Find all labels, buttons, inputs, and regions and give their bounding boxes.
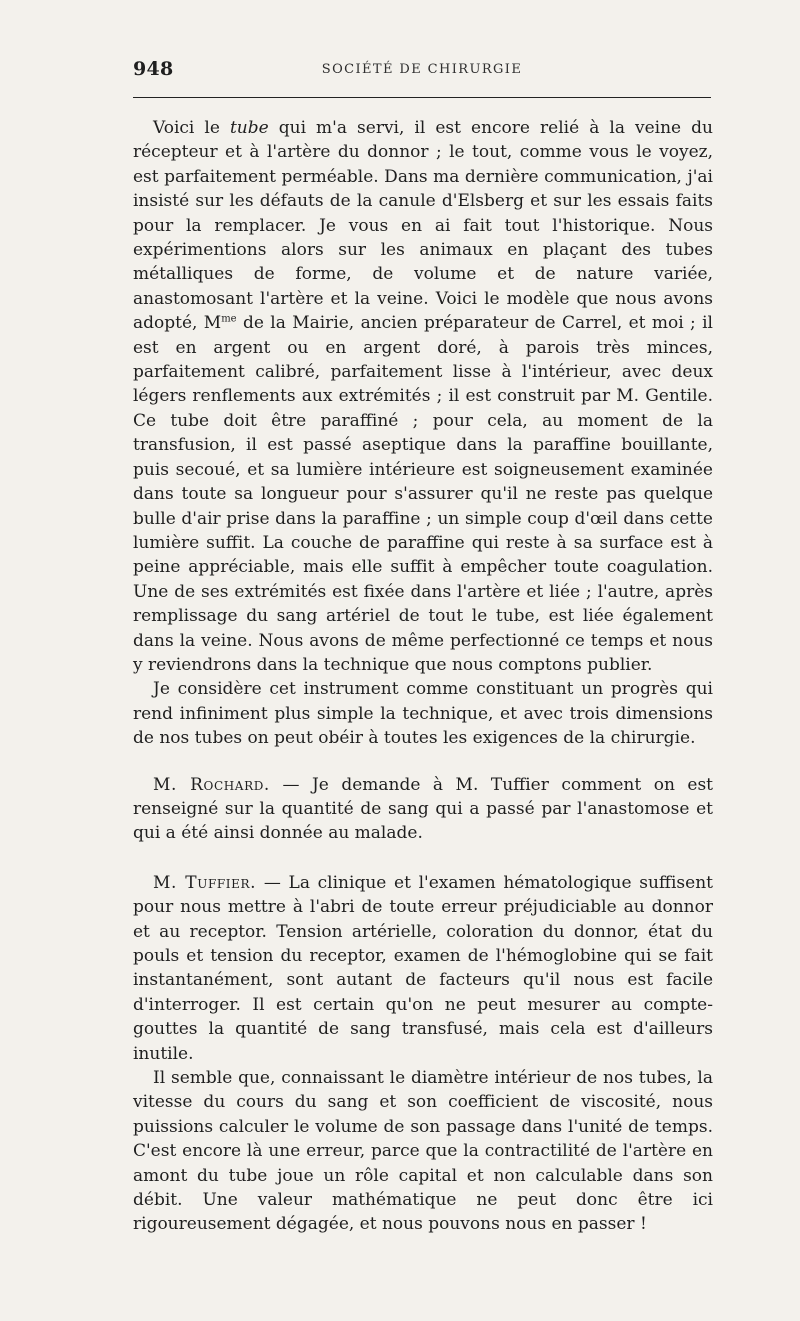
paragraph-text: Je considère cet instrument comme constituant un progrès qui rend infiniment plus simple la technique, et avec trois dimensions de nos tubes on peut obéir à toutes les exigences de la chirurgie.	[133, 679, 713, 749]
page-header	[133, 58, 711, 88]
speaker-name: M. Rochard.	[153, 774, 270, 795]
paragraph-text: de la Mairie, ancien préparateur de Carrel, et moi ; il est en argent ou en argent doré, à parois très minces, parfaitement calibré, parfaitement lisse à l'intérieur, avec deux légers renflements aux extrémités ; il est construit par M. Gentile. Ce tube doit être paraffiné ; pour cela, au moment de la transfusion, il est passé aseptique dans la paraffine bouillante, puis secoué, et sa lumière intérieure est soigneusement examinée dans toute sa longueur pour s'assurer qu'il ne reste pas quelque bulle d'air prise dans la paraffine ; un simple coup d'œil dans cette lumière suffit. La couche de paraffine qui reste à sa surface est à peine appréciable, mais elle suffit à empêcher toute coagulation. Une de ses extrémités est fixée dans l'artère et liée ; l'autre, après remplissage du sang artériel de tout le tube, est liée également dans la veine. Nous avons de même perfectionné ce temps et nous y reviendrons dans la technique que nous comptons publier.	[133, 313, 713, 675]
italic-term: tube	[229, 118, 269, 138]
paragraph-conclusion	[133, 677, 713, 750]
paragraph-text: Il semble que, connaissant le diamètre intérieur de nos tubes, la vitesse du cours du sang et son coefficient de viscosité, nous puissions calculer le volume de son passage dans l'unité de temps. C'est encore là une erreur, parce que la contractilité de l'artère en amont du tube joue un rôle capital et non calculable dans son débit. Une valeur mathématique ne peut donc être ici rigoureusement dégagée, et nous pouvons nous en passer !	[133, 1068, 713, 1235]
paragraph-text: qui m'a servi, il est encore relié à la veine du récepteur et à l'artère du donnor ; le tout, comme vous le voyez, est parfaitement perméable. Dans ma dernière communication, j'ai insisté sur les défauts de la canule d'Elsberg et sur les essais faits pour la remplacer. Je vous en ai fait tout l'historique. Nous expérimentions alors sur les animaux en plaçant des tubes métalliques de forme, de volume et de nature variée, anastomosant l'artère et la veine. Voici le modèle que nous avons adopté, M	[133, 118, 713, 334]
superscript: me	[221, 313, 237, 325]
page-number: 948	[133, 58, 174, 80]
header-rule	[133, 97, 711, 98]
paragraph-tube-description	[133, 116, 713, 677]
paragraph-text: — Je demande à M. Tuffier comment on est renseigné sur la quantité de sang qui a passé par l'anastomose et qui a été ainsi donnée au malade.	[133, 774, 714, 844]
paragraph-calculation	[133, 1066, 713, 1237]
paragraph-text: Voici le	[153, 118, 230, 138]
paragraph-rochard	[133, 773, 713, 846]
body-text	[133, 116, 713, 1237]
paragraph-tuffier	[133, 871, 713, 1066]
speaker-name: M. Tuffier.	[153, 872, 257, 893]
paragraph-text: — La clinique et l'examen hématologique suffisent pour nous mettre à l'abri de toute erreur préjudiciable au donnor et au receptor. Tension artérielle, coloration du donnor, état du pouls et tension du receptor, examen de l'hémoglobine qui se fait instantanément, sont autant de facteurs qu'il nous est facile d'interroger. Il est certain qu'on ne peut mesurer au compte-gouttes la quantité de sang transfusé, mais cela est d'ailleurs inutile.	[133, 872, 713, 1064]
running-title: SOCIÉTÉ DE CHIRURGIE	[321, 62, 523, 77]
